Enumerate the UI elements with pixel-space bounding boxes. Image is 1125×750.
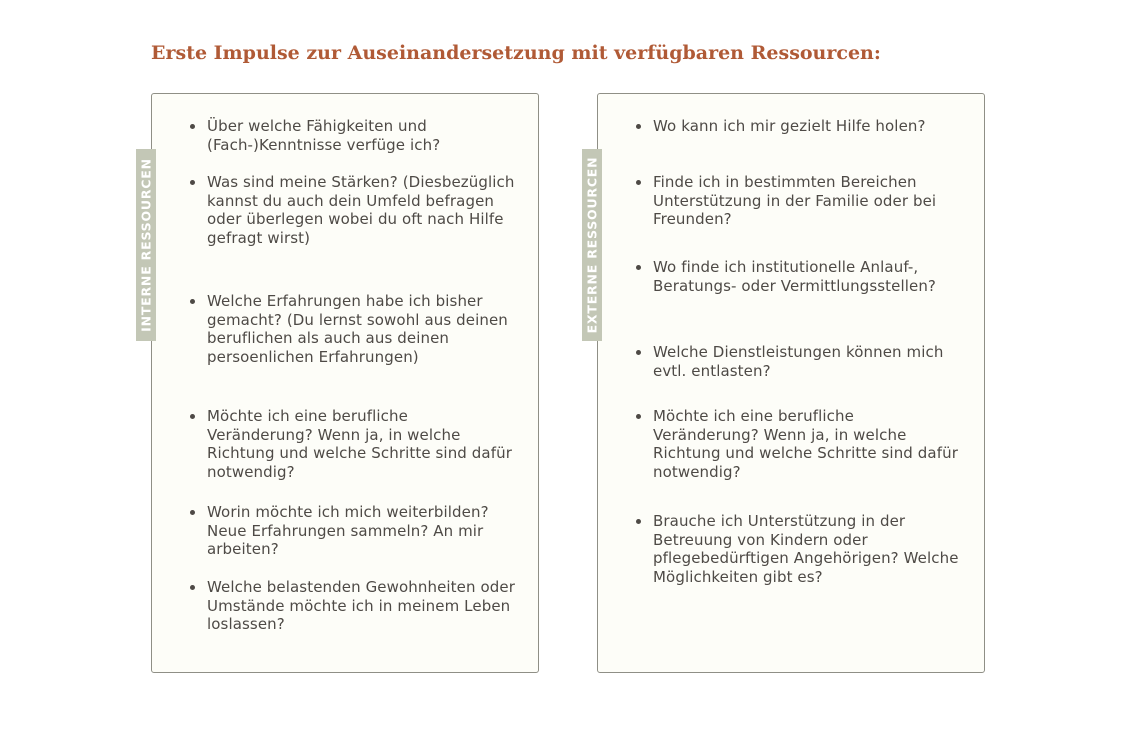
- internal-resources-label: [136, 149, 156, 341]
- list-item: Worin möchte ich mich weiterbilden? Neue Erfahrungen sammeln? An mir arbeiten?: [207, 503, 517, 559]
- external-resources-label: [582, 149, 602, 341]
- list-item: Welche belastenden Gewohnheiten oder Umstände möchte ich in meinem Leben loslassen?: [207, 578, 517, 634]
- external-resources-label-text: EXTERNE RESSOURCEN: [584, 156, 600, 334]
- list-item: Möchte ich eine berufliche Veränderung? Wenn ja, in welche Richtung und welche Schritte sind dafür notwendig?: [207, 407, 517, 481]
- page-title: Erste Impulse zur Auseinandersetzung mit verfügbaren Ressourcen:: [151, 42, 881, 64]
- list-item: Wo kann ich mir gezielt Hilfe holen?: [653, 117, 963, 136]
- internal-resources-label-text: INTERNE RESSOURCEN: [138, 158, 154, 332]
- external-resources-panel: [597, 93, 985, 673]
- list-item: Welche Dienstleistungen können mich evtl. entlasten?: [653, 343, 963, 380]
- internal-resources-panel: [151, 93, 539, 673]
- list-item: Finde ich in bestimmten Bereichen Unterstützung in der Familie oder bei Freunden?: [653, 173, 963, 229]
- list-item: Möchte ich eine berufliche Veränderung? Wenn ja, in welche Richtung und welche Schritte sind dafür notwendig?: [653, 407, 963, 481]
- list-item: Wo finde ich institutionelle Anlauf-, Beratungs- oder Vermittlungsstellen?: [653, 258, 963, 295]
- list-item: Brauche ich Unterstützung in der Betreuung von Kindern oder pflegebedürftigen Angehörigen? Welche Möglichkeiten gibt es?: [653, 512, 963, 586]
- list-item: Welche Erfahrungen habe ich bisher gemacht? (Du lernst sowohl aus deinen beruflichen als auch aus deinen persoenlichen Erfahrungen): [207, 292, 517, 366]
- list-item: Über welche Fähigkeiten und (Fach-)Kenntnisse verfüge ich?: [207, 117, 517, 154]
- list-item: Was sind meine Stärken? (Diesbezüglich kannst du auch dein Umfeld befragen oder überlegen wobei du oft nach Hilfe gefragt wirst): [207, 173, 517, 247]
